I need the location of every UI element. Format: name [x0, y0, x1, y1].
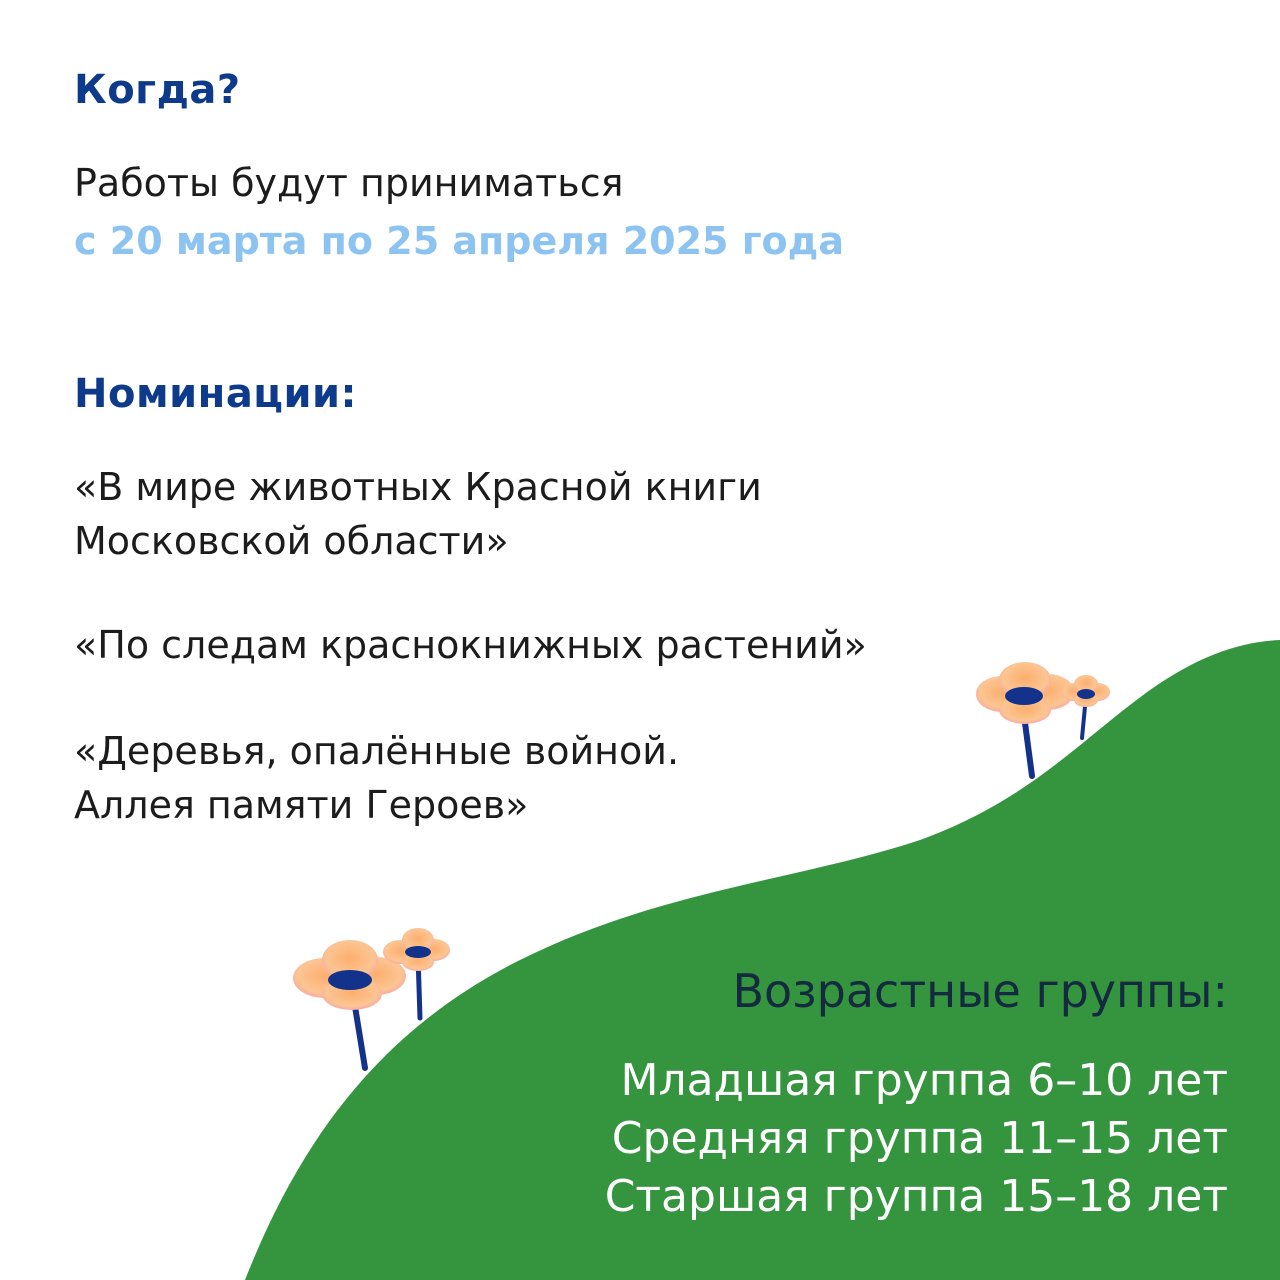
- age-group-item: Младшая группа 6–10 лет: [620, 1055, 1228, 1106]
- when-heading: Когда?: [74, 67, 241, 113]
- when-dates: с 20 марта по 25 апреля 2025 года: [74, 219, 844, 263]
- age-group-item: Старшая группа 15–18 лет: [604, 1171, 1228, 1222]
- nomination-line: «По следам краснокнижных растений»: [74, 623, 867, 667]
- nomination-item: [74, 724, 679, 832]
- flower-icon: [976, 662, 1074, 776]
- nominations-heading: Номинации:: [74, 371, 358, 417]
- nomination-line: Аллея памяти Героев»: [74, 783, 529, 827]
- nomination-item: [74, 618, 867, 672]
- age-groups-heading: Возрастные группы:: [732, 964, 1228, 1018]
- when-text: Работы будут приниматься: [74, 161, 624, 205]
- age-groups-list: [605, 1052, 1228, 1226]
- nomination-line: Московской области»: [74, 519, 509, 563]
- nomination-line: «Деревья, опалённые войной.: [74, 729, 680, 773]
- nomination-item: [74, 460, 762, 568]
- age-group-item: Средняя группа 11–15 лет: [611, 1113, 1228, 1164]
- nomination-line: «В мире животных Красной книги: [74, 465, 762, 509]
